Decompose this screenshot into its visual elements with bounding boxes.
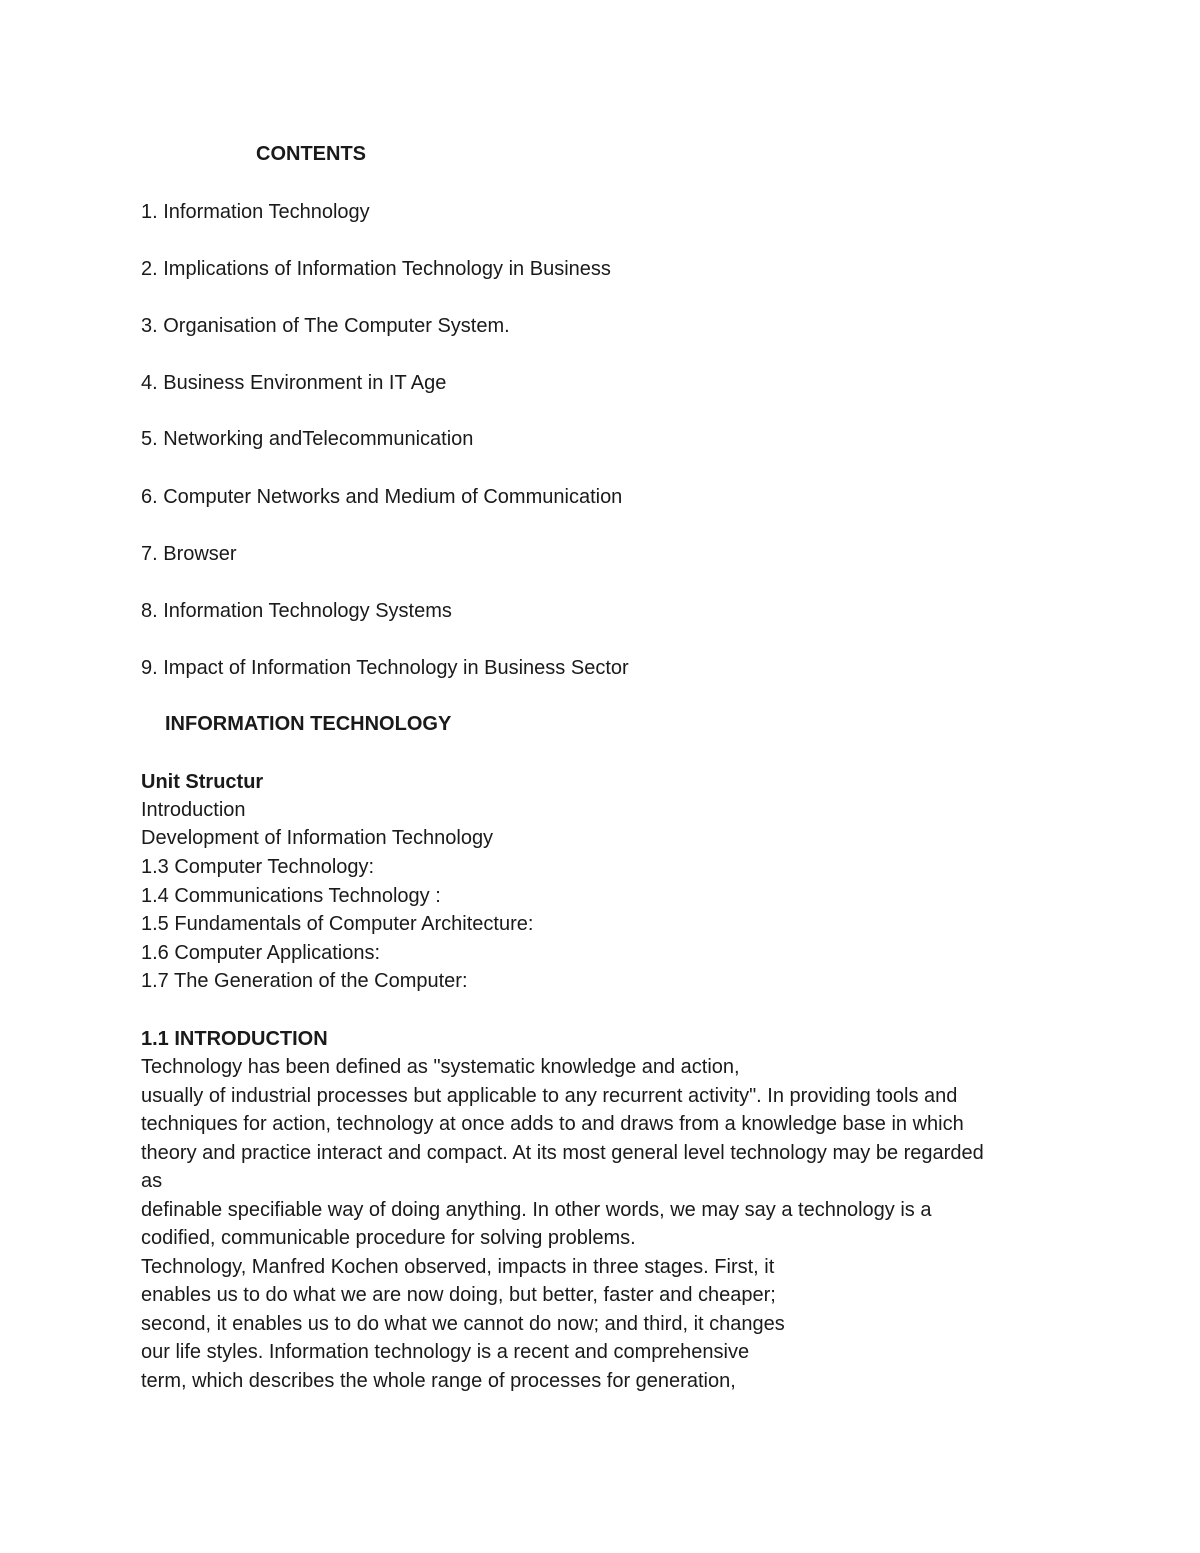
paragraph-line: definable specifiable way of doing anything. In other words, we may say a technology is a [141,1199,932,1221]
paragraph-line: theory and practice interact and compact. At its most general level technology may be regarded [141,1142,984,1164]
unit-structure-heading: Unit Structur [141,771,264,793]
contents-item: 3. Organisation of The Computer System. [141,315,510,337]
unit-structure-item: Development of Information Technology [141,827,494,849]
paragraph-line: techniques for action, technology at once adds to and draws from a knowledge base in which [141,1113,964,1135]
paragraph-line: usually of industrial processes but applicable to any recurrent activity". In providing tools and [141,1085,958,1107]
contents-item: 8. Information Technology Systems [141,600,452,622]
paragraph-line: as [141,1170,163,1192]
contents-item: 1. Information Technology [141,201,370,223]
paragraph-line: codified, communicable procedure for solving problems. [141,1227,636,1249]
paragraph-line: second, it enables us to do what we cannot do now; and third, it changes [141,1313,785,1335]
paragraph-line: term, which describes the whole range of processes for generation, [141,1370,736,1392]
paragraph-line: Technology has been defined as "systematic knowledge and action, [141,1056,740,1078]
contents-item: 2. Implications of Information Technology in Business [141,258,611,280]
paragraph-line: enables us to do what we are now doing, but better, faster and cheaper; [141,1284,776,1306]
contents-item: 9. Impact of Information Technology in Business Sector [141,657,629,679]
unit-structure-item: 1.6 Computer Applications: [141,942,381,964]
section-heading: INFORMATION TECHNOLOGY [165,713,452,735]
unit-structure-item: 1.7 The Generation of the Computer: [141,970,468,992]
introduction-heading: 1.1 INTRODUCTION [141,1028,328,1050]
contents-item: 7. Browser [141,543,237,565]
contents-heading: CONTENTS [256,143,366,165]
contents-item: 5. Networking andTelecommunication [141,428,474,450]
unit-structure-item: 1.4 Communications Technology : [141,885,441,907]
unit-structure-item: 1.5 Fundamentals of Computer Architecture: [141,913,534,935]
contents-item: 6. Computer Networks and Medium of Communication [141,486,623,508]
unit-structure-item: 1.3 Computer Technology: [141,856,375,878]
unit-structure-item: Introduction [141,799,246,821]
paragraph-line: Technology, Manfred Kochen observed, impacts in three stages. First, it [141,1256,775,1278]
paragraph-line: our life styles. Information technology is a recent and comprehensive [141,1341,750,1363]
contents-item: 4. Business Environment in IT Age [141,372,447,394]
